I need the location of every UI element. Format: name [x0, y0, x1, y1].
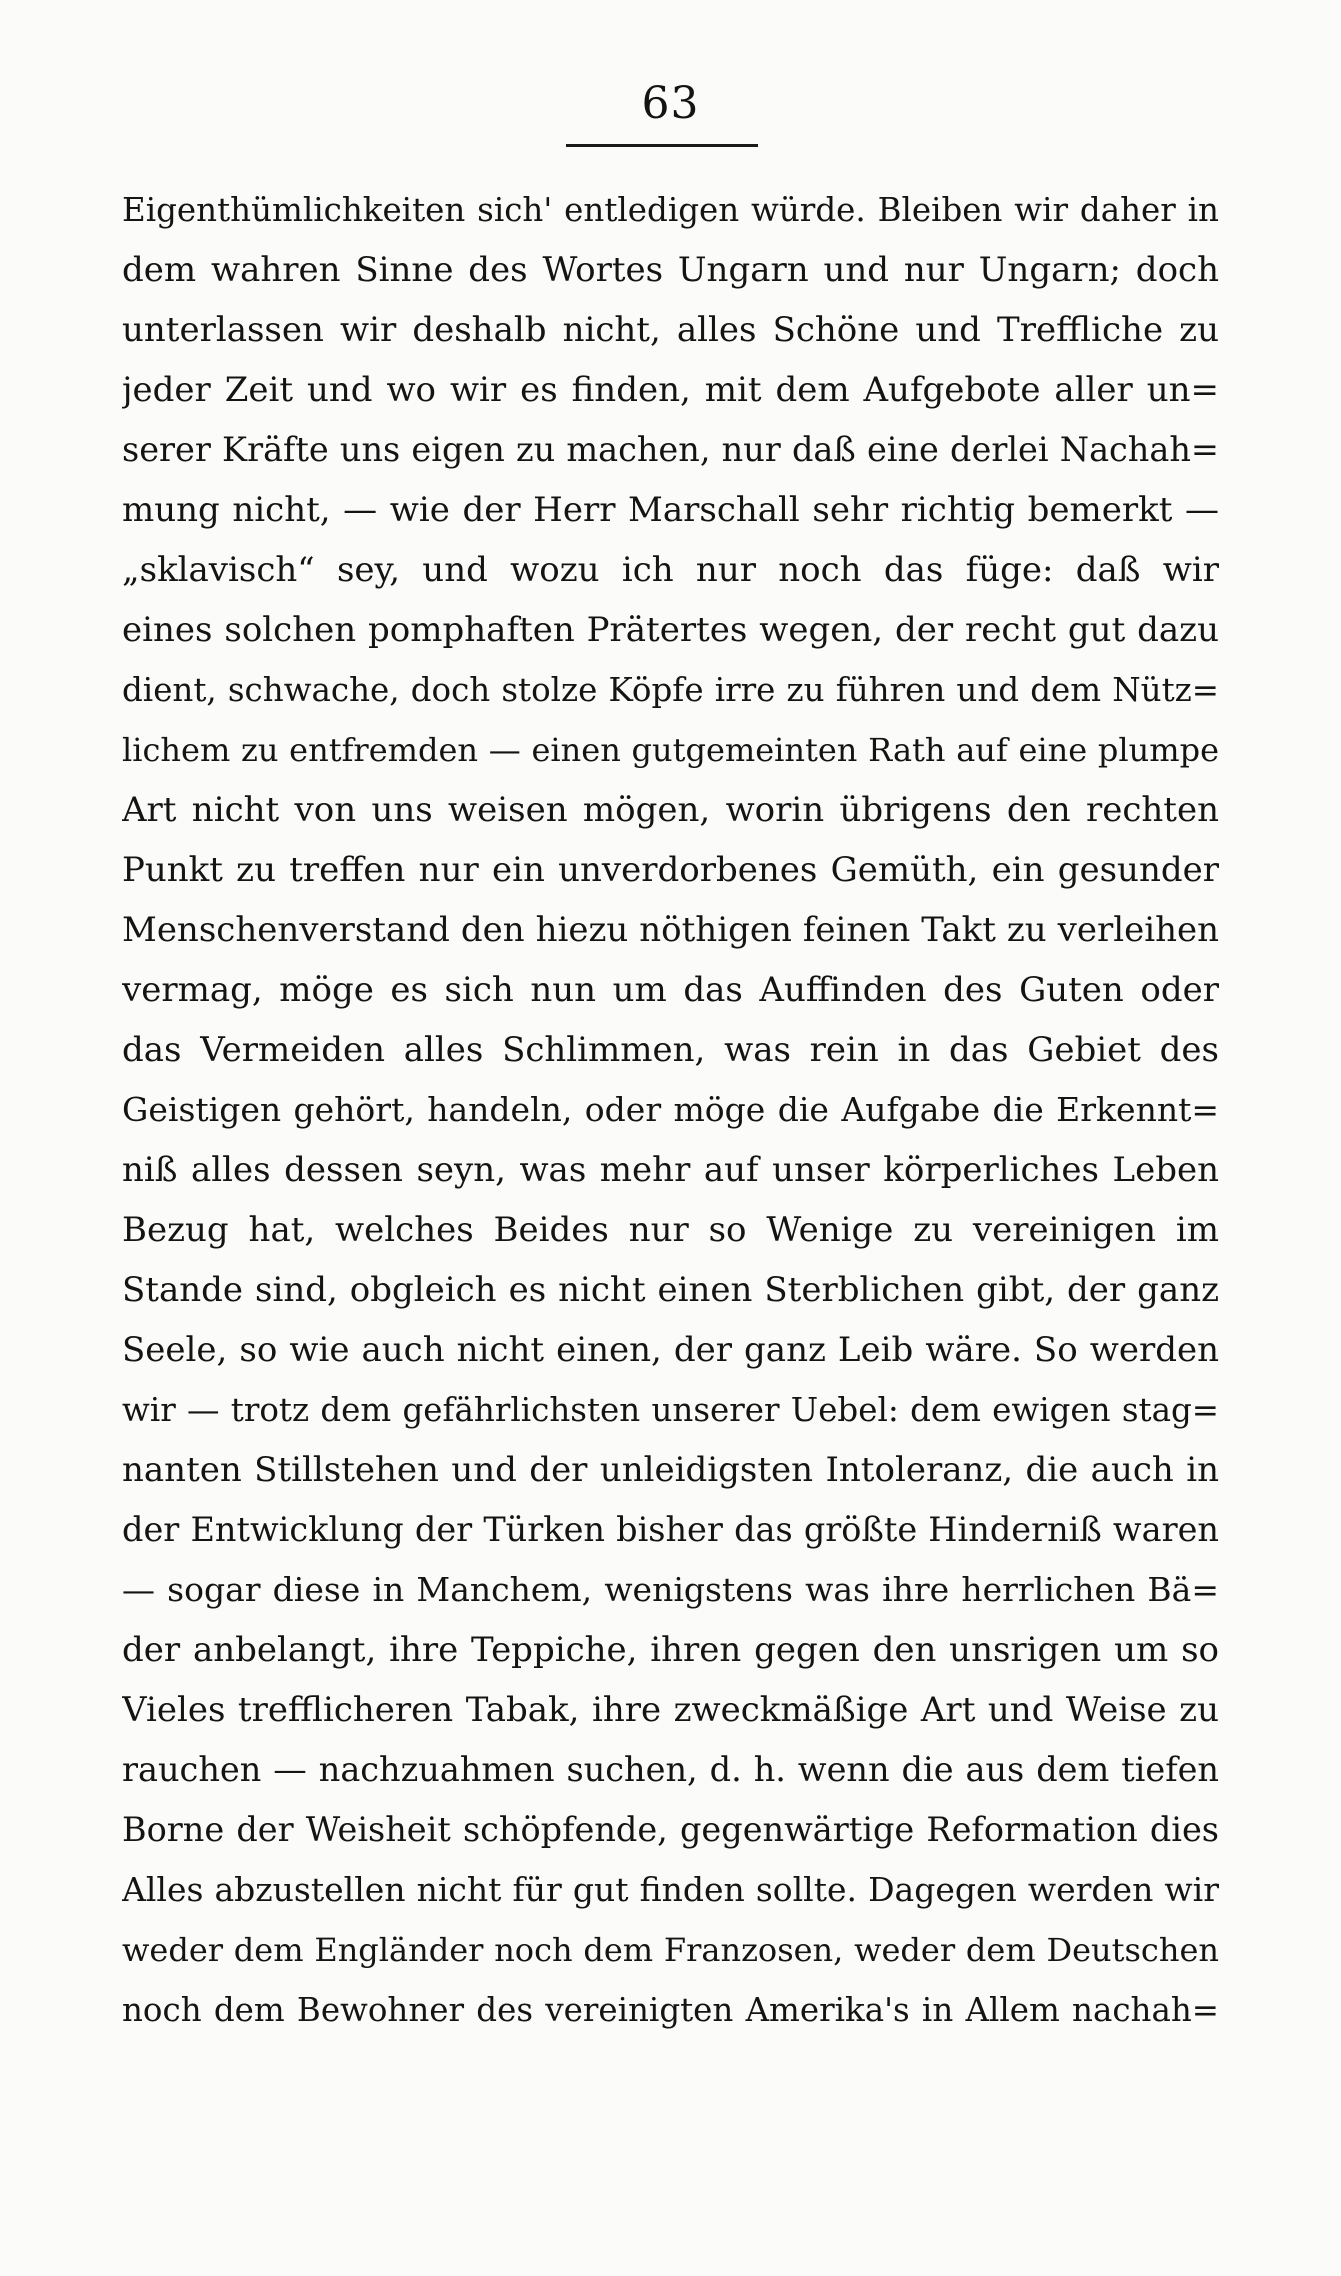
text-line: das Vermeiden alles Schlimmen, was rein in das Gebiet des [122, 1030, 1219, 1070]
text-line: der anbelangt, ihre Teppiche, ihren gegen den unsrigen um so [122, 1630, 1219, 1670]
text-line: wir — trotz dem gefährlichsten unserer Uebel: dem ewigen stag= [122, 1391, 1219, 1429]
text-line: niß alles dessen seyn, was mehr auf unser körperliches Leben [122, 1150, 1219, 1190]
text-line: Alles abzustellen nicht für gut finden sollte. Dagegen werden wir [122, 1870, 1219, 1909]
text-line: weder dem Engländer noch dem Franzosen, weder dem Deutschen [122, 1931, 1219, 1969]
text-line: Art nicht von uns weisen mögen, worin übrigens den rechten [122, 790, 1219, 830]
text-line: Punkt zu treffen nur ein unverdorbenes Gemüth, ein gesunder [122, 850, 1219, 890]
text-line: jeder Zeit und wo wir es finden, mit dem Aufgebote aller un= [122, 370, 1219, 410]
text-line: lichem zu entfremden — einen gutgemeinten Rath auf eine plumpe [122, 731, 1219, 769]
text-line: dem wahren Sinne des Wortes Ungarn und nur Ungarn; doch [122, 250, 1219, 290]
text-line: Menschenverstand den hiezu nöthigen feinen Takt zu verleihen [122, 910, 1219, 950]
text-line: eines solchen pomphaften Prätertes wegen, der recht gut dazu [122, 610, 1219, 650]
text-line: mung nicht, — wie der Herr Marschall sehr richtig bemerkt — [122, 490, 1219, 530]
text-line: nanten Stillstehen und der unleidigsten Intoleranz, die auch in [122, 1450, 1219, 1490]
text-line: Stande sind, obgleich es nicht einen Sterblichen gibt, der ganz [122, 1270, 1219, 1310]
text-line: Seele, so wie auch nicht einen, der ganz Leib wäre. So werden [122, 1330, 1219, 1370]
page-number: 63 [641, 78, 700, 129]
text-line: „sklavisch“ sey, und wozu ich nur noch das füge: daß wir [122, 550, 1219, 590]
header-rule [566, 144, 758, 147]
text-line: der Entwicklung der Türken bisher das größte Hinderniß waren [122, 1510, 1219, 1549]
text-line: unterlassen wir deshalb nicht, alles Schöne und Treffliche zu [122, 310, 1219, 350]
text-line: vermag, möge es sich nun um das Auffinden des Guten oder [122, 970, 1219, 1010]
text-line: Bezug hat, welches Beides nur so Wenige zu vereinigen im [122, 1210, 1219, 1250]
text-line: dient, schwache, doch stolze Köpfe irre zu führen und dem Nütz= [122, 671, 1219, 709]
text-line: Vieles trefflicheren Tabak, ihre zweckmäßige Art und Weise zu [122, 1690, 1219, 1730]
text-line: serer Kräfte uns eigen zu machen, nur daß eine derlei Nachah= [122, 430, 1219, 469]
text-line: Geistigen gehört, handeln, oder möge die Aufgabe die Erkennt= [122, 1090, 1219, 1129]
text-line: — sogar diese in Manchem, wenigstens was ihre herrlichen Bä= [122, 1570, 1219, 1609]
text-line: noch dem Bewohner des vereinigten Amerika's in Allem nachah= [122, 1991, 1219, 2029]
text-line: Eigenthümlichkeiten sich' entledigen würde. Bleiben wir daher in [122, 191, 1219, 229]
text-line: rauchen — nachzuahmen suchen, d. h. wenn die aus dem tiefen [122, 1750, 1219, 1789]
text-line: Borne der Weisheit schöpfende, gegenwärtige Reformation dies [122, 1810, 1219, 1849]
